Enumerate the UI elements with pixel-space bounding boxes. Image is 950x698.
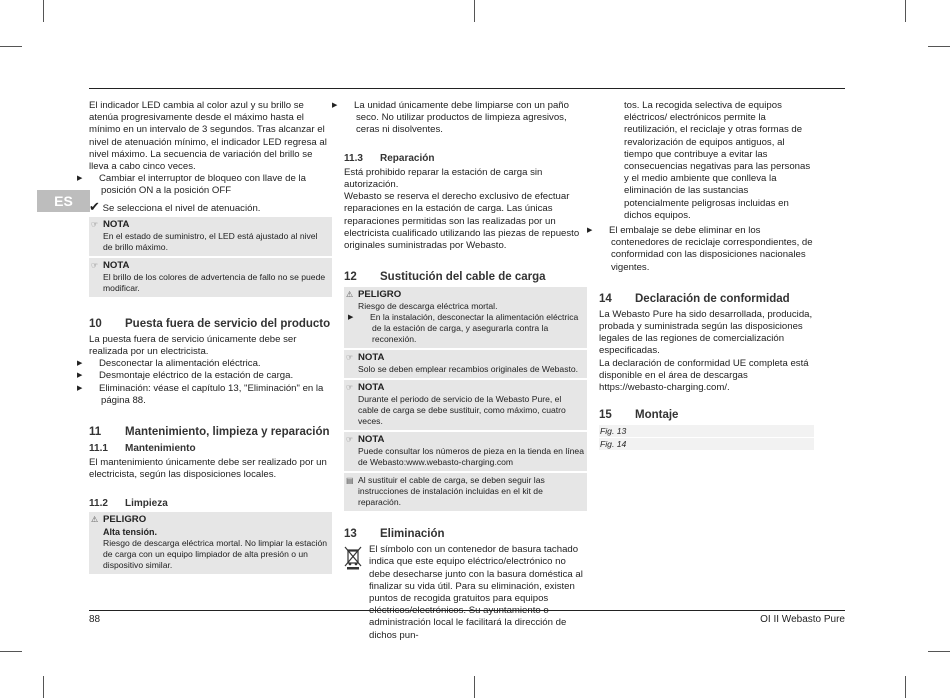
triangle-bullet-icon: ▶ xyxy=(587,227,593,235)
paragraph: tos. La recogida selectiva de equipos eléctricos/ electrónicos permite la reutilización, el reciclaje y otras formas de revalorización de equipos antiguos, al tiempo que contribuye a evitar las consecuencias negativas para las personas y el medio ambiente que conlleva la eliminación de las sustancias potencialmente peligrosas incluidas en dichos equipos. xyxy=(624,100,811,221)
crop-mark xyxy=(928,46,950,47)
triangle-bullet-icon: ▶ xyxy=(77,175,83,183)
list-item: ▶ La unidad únicamente debe limpiarse con un paño seco. No utilizar productos de limpieza agresivos, ceras ni disolventes. xyxy=(332,100,569,136)
page-number: 88 xyxy=(89,614,101,625)
section-heading: 15 Montaje xyxy=(599,409,679,422)
section-heading: 12 Sustitución del cable de carga xyxy=(344,271,546,284)
paragraph: Webasto se reserva el derecho exclusivo de efectuar reparaciones en la estación de carga. Las únicas reparaciones permitidas son las realizadas por un electricista cualificado utilizando las piezas de repuesto originales suministradas por Webasto. xyxy=(344,191,580,252)
section-heading: 13 Eliminación xyxy=(344,528,445,541)
info-icon: ☞ xyxy=(346,353,354,363)
figure-caption: Fig. 13 xyxy=(599,425,814,437)
warning-icon: ⚠ xyxy=(91,514,99,524)
paragraph: La Webasto Pure ha sido desarrollada, producida, probada y suministrada según las disposiciones legales de las regiones de comercialización especificadas. xyxy=(599,308,813,357)
manual-icon: ▤ xyxy=(346,476,354,486)
product-name: OI II Webasto Pure xyxy=(760,614,845,625)
subsection-heading: 11.2 Limpieza xyxy=(89,497,168,509)
crop-mark xyxy=(928,651,950,652)
info-icon: ☞ xyxy=(91,260,99,270)
triangle-bullet-icon: ▶ xyxy=(332,102,338,109)
warning-icon: ⚠ xyxy=(346,290,354,300)
triangle-bullet-icon: ▶ xyxy=(77,372,83,380)
note-box: ☞ NOTA Solo se deben emplear recambios originales de Webasto. xyxy=(344,350,587,378)
list-item: ▶ Desconectar la alimentación eléctrica. xyxy=(77,358,261,370)
note-box: ☞ NOTA El brillo de los colores de advertencia de fallo no se puede modificar. xyxy=(89,258,332,297)
triangle-bullet-icon: ▶ xyxy=(348,314,354,322)
column-1 xyxy=(77,100,332,576)
paragraph: El símbolo con un contenedor de basura tachado indica que este equipo eléctrico/electrónico no debe desecharse junto con la basura doméstica al finalizar su vida útil. Para su eliminación, existen puntos de recogida gratuitos para equipos eléctricos/electrónicos. Su ayuntamiento o administración local le facilitará la dirección de dichos pun- xyxy=(369,544,583,641)
column-3 xyxy=(587,100,814,451)
list-item: ▶ En la instalación, desconectar la alimentación eléctrica de la estación de carga, y asegurarla contra la reconexión. xyxy=(348,312,579,345)
section-heading: 10 Puesta fuera de servicio del producto xyxy=(89,317,331,330)
info-icon: ☞ xyxy=(346,435,354,445)
header-rule xyxy=(89,88,845,89)
info-icon: ☞ xyxy=(91,219,99,229)
subsection-heading: 11.1 Mantenimiento xyxy=(89,443,196,455)
checkmark-icon: ✔ xyxy=(89,198,100,214)
disposal-block xyxy=(344,544,587,642)
info-icon: ☞ xyxy=(346,383,354,393)
section-heading: 11 Mantenimiento, limpieza y reparación xyxy=(89,426,330,439)
list-item: ▶ El embalaje se debe eliminar en los contenedores de reciclaje correspondientes, de conformidad con las disposiciones nacionales vigentes. xyxy=(587,225,813,273)
danger-box: ⚠ PELIGRO Riesgo de descarga eléctrica mortal. ▶ En la instalación, desconectar la alimentación eléctrica de la estación de carga, y asegurarla contra la reconexión. xyxy=(344,287,587,348)
step: ▶ Cambiar el interruptor de bloqueo con llave de la posición ON a la posición OFF xyxy=(77,173,306,197)
crop-mark xyxy=(905,676,906,698)
figure-caption: Fig. 14 xyxy=(599,438,814,450)
crossed-bin-icon xyxy=(344,544,369,642)
list-item: ▶ Eliminación: véase el capítulo 13, "Eliminación" en la página 88. xyxy=(77,382,324,406)
triangle-bullet-icon: ▶ xyxy=(77,360,83,368)
paragraph: La declaración de conformidad UE completa está disponible en el área de descargas https://webasto-charging.com/. xyxy=(599,357,809,394)
note-box: ☞ NOTA Durante el periodo de servicio de la Webasto Pure, el cable de carga se debe sustituir, como máximo, cuatro veces. xyxy=(344,380,587,430)
paragraph: Está prohibido reparar la estación de carga sin autorización. xyxy=(344,166,543,191)
list-item: ▶ Desmontaje eléctrico de la estación de carga. xyxy=(77,370,294,382)
danger-box: ⚠ PELIGRO Alta tensión. Riesgo de descarga eléctrica mortal. No limpiar la estación de carga con un equipo limpiador de alta presión o un dispositivo similar. xyxy=(89,512,332,574)
crop-mark xyxy=(0,651,22,652)
paragraph: El mantenimiento únicamente debe ser realizado por un electricista, según las disposiciones locales. xyxy=(89,457,327,481)
crop-mark xyxy=(43,676,44,698)
crop-mark xyxy=(474,0,475,22)
crop-mark xyxy=(905,0,906,22)
instruction-box: ▤ Al sustituir el cable de carga, se deben seguir las instrucciones de instalación incluidas en el kit de reparación. xyxy=(344,473,587,511)
paragraph: El indicador LED cambia al color azul y su brillo se atenúa progresivamente desde el máximo hasta el mínimo en un intervalo de 3 segundos. Tras alcanzar el nivel de atenuación mínimo, el indicador LED regresa al nivel máximo. La secuencia de variación del brillo se lleva a cabo cinco veces. xyxy=(89,100,327,173)
section-heading: 14 Declaración de conformidad xyxy=(599,292,790,305)
paragraph: La puesta fuera de servicio únicamente debe ser realizada por un electricista. xyxy=(89,333,297,358)
crop-mark xyxy=(474,676,475,698)
triangle-bullet-icon: ▶ xyxy=(77,384,83,392)
note-box: ☞ NOTA Puede consultar los números de pieza en la tienda en línea de Webasto:www.webasto-charging.com xyxy=(344,432,587,471)
subsection-heading: 11.3 Reparación xyxy=(344,152,435,164)
language-tab: ES xyxy=(37,190,90,212)
crop-mark xyxy=(0,46,22,47)
column-2 xyxy=(332,100,587,642)
note-box: ☞ NOTA En el estado de suministro, el LED está ajustado al nivel de brillo máximo. xyxy=(89,217,332,256)
crop-mark xyxy=(43,0,44,22)
result: ✔ Se selecciona el nivel de atenuación. xyxy=(89,198,261,214)
